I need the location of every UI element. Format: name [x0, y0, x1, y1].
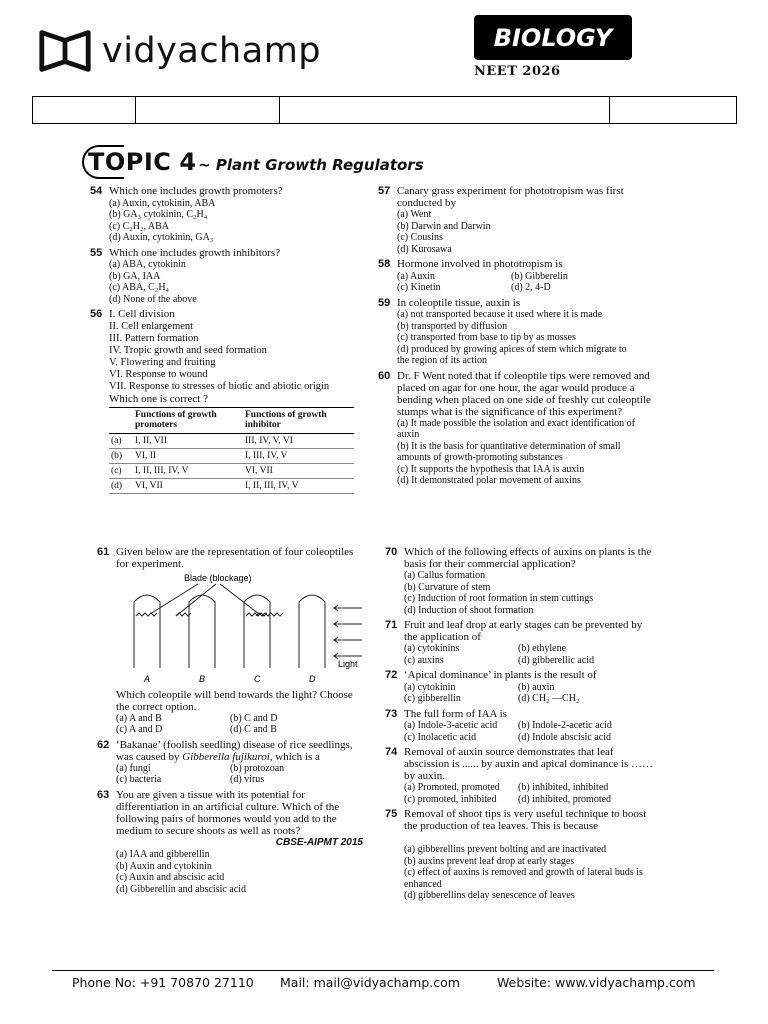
option: (a) Auxin: [397, 270, 436, 282]
question-number: 58: [378, 258, 391, 270]
statement: II. Cell enlargement: [109, 320, 194, 332]
topic-number: 4: [179, 148, 197, 176]
option: (d) 2, 4-D: [511, 282, 551, 293]
question-60: [378, 370, 653, 487]
light-label: Light: [338, 659, 358, 669]
table-cell: VI, VII: [243, 463, 354, 478]
question-text: [116, 739, 367, 763]
option: (c) gibberellin: [404, 693, 461, 704]
option: (c) Cousins: [397, 232, 443, 243]
question-59: [378, 297, 653, 367]
coleoptile-figure: [116, 572, 364, 684]
option: (c) C₂H₂, ABA: [109, 220, 170, 232]
option: (a) A and B: [116, 712, 162, 724]
option: (d) None of the above: [109, 293, 197, 305]
brand-name: vidyachamp: [102, 31, 321, 71]
table-cell: I, II, III, IV, V: [243, 478, 354, 493]
question-text: Which of the following effects of auxins on plants is the basis for their commercial application?: [404, 546, 652, 570]
statement: V. Flowering and fruiting: [109, 356, 216, 368]
left-bottom-column: [97, 546, 367, 898]
table-header: Functions of growth promoters: [133, 407, 243, 433]
question-74: [385, 746, 655, 805]
question-63: [97, 789, 367, 896]
left-top-column: [90, 185, 365, 497]
option: (d) Gibberellin and abscisic acid: [116, 883, 246, 895]
table-cell: VI, VII: [133, 478, 243, 493]
option: (d) Kurosawa: [397, 243, 452, 255]
question-number: 57: [378, 185, 391, 197]
option: (a) IAA and gibberellin: [116, 849, 210, 860]
option: (c) promoted, inhibited: [404, 793, 497, 805]
option: (c) transported from base to tip by as mosses: [397, 332, 576, 343]
question-75: [385, 808, 655, 902]
option: (c) A and D: [116, 724, 163, 735]
topic-word: TOPIC: [88, 148, 172, 176]
question-number: 70: [385, 546, 398, 558]
question-text: Which coleoptile will bend towards the light? Choose the correct option.: [116, 688, 353, 713]
question-text: You are given a tissue with its potential for differentiation in an artificial culture. Which of the following pairs of hormones would you add to the medium to secure shoots as well as roots?: [116, 788, 340, 837]
footer-divider: [52, 970, 714, 971]
table-cell: I, III, IV, V: [243, 448, 354, 463]
question-number: 71: [385, 619, 398, 631]
option: (a) It made possible the isolation and exact identification of auxin: [397, 417, 635, 440]
question-text: Hormone involved in phototropism is: [397, 258, 563, 270]
option: (b) Darwin and Darwin: [397, 220, 491, 232]
coleoptile-letter: C: [254, 674, 261, 684]
option: (a) Callus formation: [404, 570, 486, 581]
table-row: [109, 433, 354, 448]
option: (b) Gibberelin: [511, 270, 568, 282]
option: (c) auxins: [404, 654, 444, 666]
statement: I. Cell division: [109, 308, 175, 320]
question-number: 72: [385, 669, 398, 681]
question-text: The full form of IAA is: [404, 707, 507, 720]
footer-mail: Mail: mail@vidyachamp.com: [280, 975, 460, 990]
table-cell: (a): [109, 433, 133, 448]
table-header: [109, 407, 133, 433]
question-text: In coleoptile tissue, auxin is: [397, 296, 521, 309]
question-text: Canary grass experiment for phototropism was first conducted by: [397, 185, 624, 209]
statement: VII. Response to stresses of biotic and abiotic origin: [109, 380, 330, 392]
statement: III. Pattern formation: [109, 332, 199, 344]
question-54: [90, 185, 365, 244]
brand-logo: [36, 26, 321, 76]
option: (d) Auxin, cytokinin, GA₃: [109, 232, 214, 243]
question-71: [385, 619, 655, 666]
table-cell: (d): [109, 478, 133, 493]
exam-tag: CBSE-AIPMT 2015: [275, 836, 363, 848]
question-number: 61: [97, 546, 110, 558]
option: (c) bacteria: [116, 774, 162, 785]
option: (b) inhibited, inhibited: [518, 782, 609, 793]
option: (a) Promoted, promoted: [404, 782, 500, 793]
question-text-part: ‘Bakanae’ (foolish seedling) disease of rice seedlings, was caused by: [116, 738, 353, 763]
question-57: [378, 185, 653, 255]
option: (b) C and D: [230, 712, 278, 724]
option: (a) Indole-3-acetic acid: [404, 720, 498, 731]
table-cell: I, II, VII: [133, 433, 243, 448]
question-text-part: , which is a: [269, 750, 320, 763]
statement: IV. Tropic growth and seed formation: [109, 344, 267, 356]
option: (b) Curvature of stem: [404, 581, 491, 593]
info-cell: [610, 97, 736, 123]
subject-badge: BIOLOGY: [474, 15, 632, 60]
info-table: [32, 96, 737, 124]
question-70: [385, 546, 655, 616]
option: (b) auxins prevent leaf drop at early stages: [404, 855, 575, 867]
table-cell: VI, II: [133, 448, 243, 463]
table-cell: (b): [109, 448, 133, 463]
question-number: 55: [90, 246, 103, 259]
option: (b) It is the basis for quantitative determination of small amounts of growth-promoting substances: [397, 440, 621, 463]
option: (c) Kinetin: [397, 282, 441, 293]
table-row: [109, 448, 354, 463]
statement: VI. Response to wound: [109, 368, 208, 380]
coleoptile-diagram: [116, 572, 367, 689]
info-cell: [136, 97, 280, 123]
option: (d) produced by growing apices of stem which migrate to the region of its action: [397, 343, 627, 366]
coleoptile-letter: A: [144, 674, 151, 684]
question-text: Removal of auxin source demonstrates that leaf abscission is ...... by auxin and apical dominance is …… by auxin.: [404, 746, 653, 782]
option: (d) virus: [230, 774, 265, 785]
match-table: [109, 407, 354, 494]
book-icon: [36, 26, 94, 76]
option: (a) ABA, cytokinin: [109, 259, 186, 270]
option: (b) Indole-2-acetic acid: [518, 720, 612, 731]
page-footer: [72, 975, 712, 990]
question-text: Which one includes growth inhibitors?: [109, 246, 281, 259]
blade-label: Blade (blockage): [184, 573, 252, 583]
option: (a) cytokinin: [404, 681, 456, 693]
option: (d) inhibited, promoted: [518, 793, 612, 805]
option: (b) auxin: [518, 681, 555, 693]
table-cell: III, IV, V, VI: [243, 433, 354, 448]
question-58: [378, 258, 653, 294]
option: (d) Indole abscisic acid: [518, 731, 612, 743]
option: (c) effect of auxins is removed and growth of lateral buds is enhanced: [404, 867, 643, 890]
option: (b) protozoan: [230, 762, 285, 774]
question-text: Dr. F Went noted that if coleoptile tips were removed and placed on agar for one hour, the agar would produce a bending when placed on one side of freshly cut coleoptile stumps what is the significance of this experiment?: [397, 369, 651, 418]
option: (a) Went: [397, 209, 432, 220]
option: (a) fungi: [116, 762, 151, 774]
question-prompt: Which one is correct ?: [109, 392, 208, 405]
option: (c) Induction of root formation in stem cuttings: [404, 593, 594, 604]
question-number: 54: [90, 185, 103, 197]
table-row: [109, 478, 354, 493]
option: (b) GA₃ cytokinin, C₂H₄: [109, 209, 208, 220]
table-cell: (c): [109, 463, 133, 478]
question-number: 74: [385, 746, 398, 758]
topic-title: ~ Plant Growth Regulators: [198, 156, 424, 174]
question-number: 60: [378, 369, 391, 382]
option: (a) gibberellins prevent bolting and are inactivated: [404, 844, 607, 855]
footer-phone: Phone No: +91 70870 27110: [72, 975, 254, 990]
question-text: Removal of shoot tips is very useful technique to boost the production of tea leaves. This is because: [404, 808, 647, 832]
table-row: [109, 463, 354, 478]
question-number: 62: [97, 738, 110, 751]
table-cell: I, II, III, IV, V: [133, 463, 243, 478]
option: (b) Auxin and cytokinin: [116, 860, 212, 872]
info-cell: [280, 97, 610, 123]
table-header: Functions of growth inhibitor: [243, 407, 354, 433]
question-73: [385, 708, 655, 744]
coleoptile-letter: B: [199, 674, 206, 684]
question-number: 56: [90, 308, 103, 320]
option: (b) ethylene: [518, 643, 567, 654]
right-bottom-column: [385, 546, 655, 905]
question-55: [90, 247, 365, 306]
question-text: Fruit and leaf drop at early stages can be prevented by the application of: [404, 619, 643, 643]
option: (b) GA, IAA: [109, 270, 161, 282]
exam-label: NEET 2026: [474, 64, 561, 79]
question-number: 73: [385, 707, 398, 720]
option: (a) cytokinins: [404, 643, 460, 654]
question-61: [97, 546, 367, 736]
option: (d) Induction of shoot formation: [404, 604, 534, 616]
option: (b) transported by diffusion: [397, 320, 508, 332]
option: (c) ABA, C₂H₄: [109, 282, 170, 293]
option: (a) Auxin, cytokinin, ABA: [109, 197, 216, 209]
option: (d) C and B: [230, 724, 277, 735]
option: (d) gibberellins delay senescence of leaves: [404, 890, 575, 901]
question-62: [97, 739, 367, 786]
question-number: 59: [378, 296, 391, 309]
option: (d) It demonstrated polar movement of auxins: [397, 475, 581, 486]
option: (c) Inolacetic acid: [404, 731, 477, 743]
option: (a) not transported because it used where it is made: [397, 309, 603, 320]
page-header: [0, 0, 768, 130]
question-text: ‘Apical dominance’ in plants is the result of: [404, 669, 597, 681]
question-56: [90, 308, 365, 494]
question-text: Which one includes growth promoters?: [109, 185, 283, 197]
coleoptile-letter: D: [309, 674, 316, 684]
question-number: 75: [385, 808, 398, 820]
organism-name: Gibberella fujikuroi: [182, 750, 270, 763]
right-top-column: [378, 185, 653, 490]
question-72: [385, 669, 655, 705]
option: (c) Auxin and abscisic acid: [116, 872, 225, 883]
option: (d) gibberellic acid: [518, 654, 595, 666]
question-text: Given below are the representation of four coleoptiles for experiment.: [116, 546, 354, 570]
topic-heading: [88, 148, 424, 176]
option: (d) CH₂ —CH₂: [518, 693, 580, 704]
info-cell: [33, 97, 136, 123]
question-number: 63: [97, 788, 110, 801]
option: (c) It supports the hypothesis that IAA is auxin: [397, 463, 585, 475]
footer-website: Website: www.vidyachamp.com: [497, 975, 696, 990]
